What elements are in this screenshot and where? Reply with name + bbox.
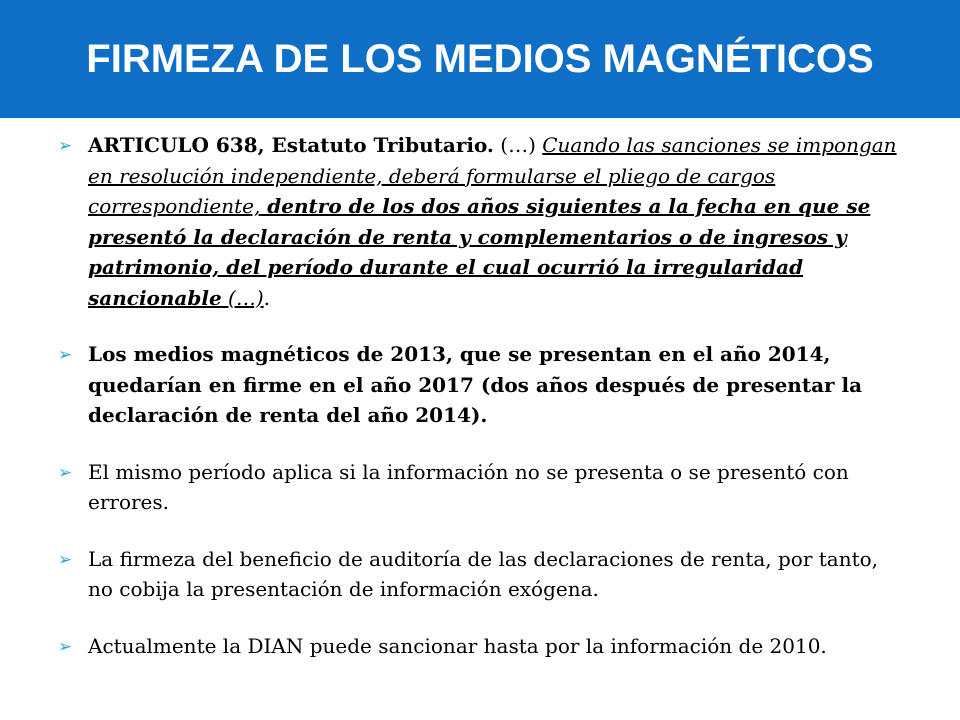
slide-content bbox=[56, 130, 906, 687]
bullet-1-lead: ARTICULO 638, Estatuto Tributario. bbox=[88, 133, 494, 157]
bullet-item-5 bbox=[56, 631, 906, 662]
bullet-1-bold-italic: dentro de los dos años siguientes a la fecha en que se presentó la declaración de renta y complementarios o de ingresos y patrimonio, del período durante el cual ocurrió la irregularidad sancionable bbox=[88, 194, 871, 310]
bullet-1-ellipsis: (…) bbox=[221, 285, 264, 310]
bullet-item-1 bbox=[56, 130, 906, 313]
bullet-item-3 bbox=[56, 457, 906, 518]
bullet-1-mid: (…) bbox=[493, 133, 543, 157]
bullet-3-text: El mismo período aplica si la información no se presenta o se presentó con errores. bbox=[88, 459, 849, 514]
bullet-2-text: Los medios magnéticos de 2013, que se presentan en el año 2014, quedarían en firme en el año 2017 (dos años después de presentar la declaración de renta del año 2014). bbox=[88, 342, 863, 427]
arrow-right-icon: ➢ bbox=[58, 636, 73, 657]
bullet-4-text: La firmeza del beneficio de auditoría de las declaraciones de renta, por tanto, no cobija la presentación de información exógena. bbox=[88, 546, 879, 601]
bullet-1-italic: Cuando las sanciones se impongan en resolución independiente, deberá formularse el pliego de cargos correspondiente, bbox=[88, 133, 897, 218]
bullet-item-2 bbox=[56, 339, 906, 431]
arrow-right-icon: ➢ bbox=[58, 345, 73, 365]
slide-title: FIRMEZA DE LOS MEDIOS MAGNÉTICOS bbox=[86, 36, 874, 81]
bullet-5-text: Actualmente la DIAN puede sancionar hasta por la información de 2010. bbox=[88, 633, 827, 658]
arrow-right-icon: ➢ bbox=[58, 462, 73, 483]
bullet-item-4 bbox=[56, 544, 906, 605]
bullet-1-end: . bbox=[263, 285, 271, 310]
arrow-right-icon: ➢ bbox=[58, 549, 73, 570]
title-bar bbox=[0, 0, 960, 118]
arrow-right-icon: ➢ bbox=[58, 136, 73, 156]
